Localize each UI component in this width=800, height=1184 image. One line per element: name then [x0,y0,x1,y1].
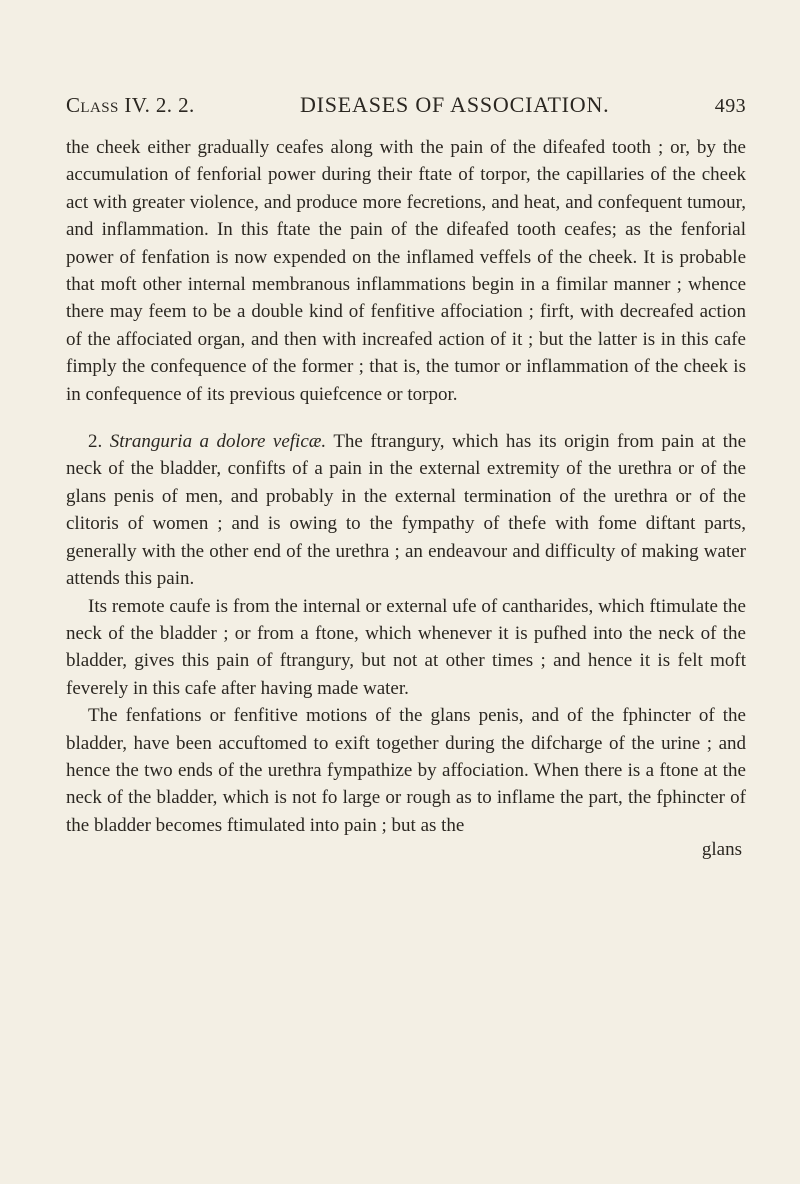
page-number: 493 [714,95,746,117]
page-title: DISEASES OF ASSOCIATION. [299,92,610,117]
section-gap [66,408,746,428]
body-text [66,134,746,839]
book-page [66,92,746,861]
section-text: The ftrangury, which has its origin from pain at the neck of the bladder, confifts of a pain in the external extremity of the urethra or of the glans penis of men, and probably in the external termination of the urethra or of the clitoris of women ; and is owing to the fympathy of thefe with fome diftant parts, generally with the other end of the urethra ; an endeavour and difficulty of making water attends this pain. [66,431,747,590]
running-header [66,92,746,118]
paragraph-stranguria [66,428,746,592]
section-title: Stranguria a dolore veficæ. [109,431,327,453]
paragraph-remote-cause: Its remote caufe is from the internal or external ufe of cantharides, which ftimulate the neck of the bladder ; or from a ftone, which whenever it is pufhed into the neck of the bladder, gives this pain of ftrangury, but not at other times ; and hence it is felt moft feverely in this cafe after having made water. [66,595,746,699]
paragraph-continuation: the cheek either gradually ceafes along with the pain of the difeafed tooth ; or, by the accumulation of fenforial power during their ftate of torpor, the capillaries of the cheek act with greater violence, and produce more fecretions, and heat, and confequent tumour, and inflammation. In this ftate the pain of the difeafed tooth ceafes; as the fenforial power of fenfation is now expended on the inflamed veffels of the cheek. It is probable that moft other internal membranous inflammations begin in a fimilar manner ; whence there may feem to be a double kind of fenfitive affociation ; firft, with decreafed action of the affociated organ, and then with increafed action of it ; but the latter is in this cafe fimply the confequence of the former ; that is, the tumor or inflammation of the cheek is in confequence of its previous quiefcence or torpor. [66,137,746,405]
class-label: Class IV. 2. 2. [66,93,195,117]
section-number: 2. [88,431,103,453]
paragraph-sensations: The fenfations or fenfitive motions of the glans penis, and of the fphincter of the bladder, have been accuftomed to exift together during the difcharge of the urine ; and hence the two ends of the urethra fympathize by affociation. When there is a ftone at the neck of the bladder, which is not fo large or rough as to inflame the part, the fphincter of the bladder becomes ftimulated into pain ; but as the [66,705,746,836]
catchword: glans [701,839,742,861]
